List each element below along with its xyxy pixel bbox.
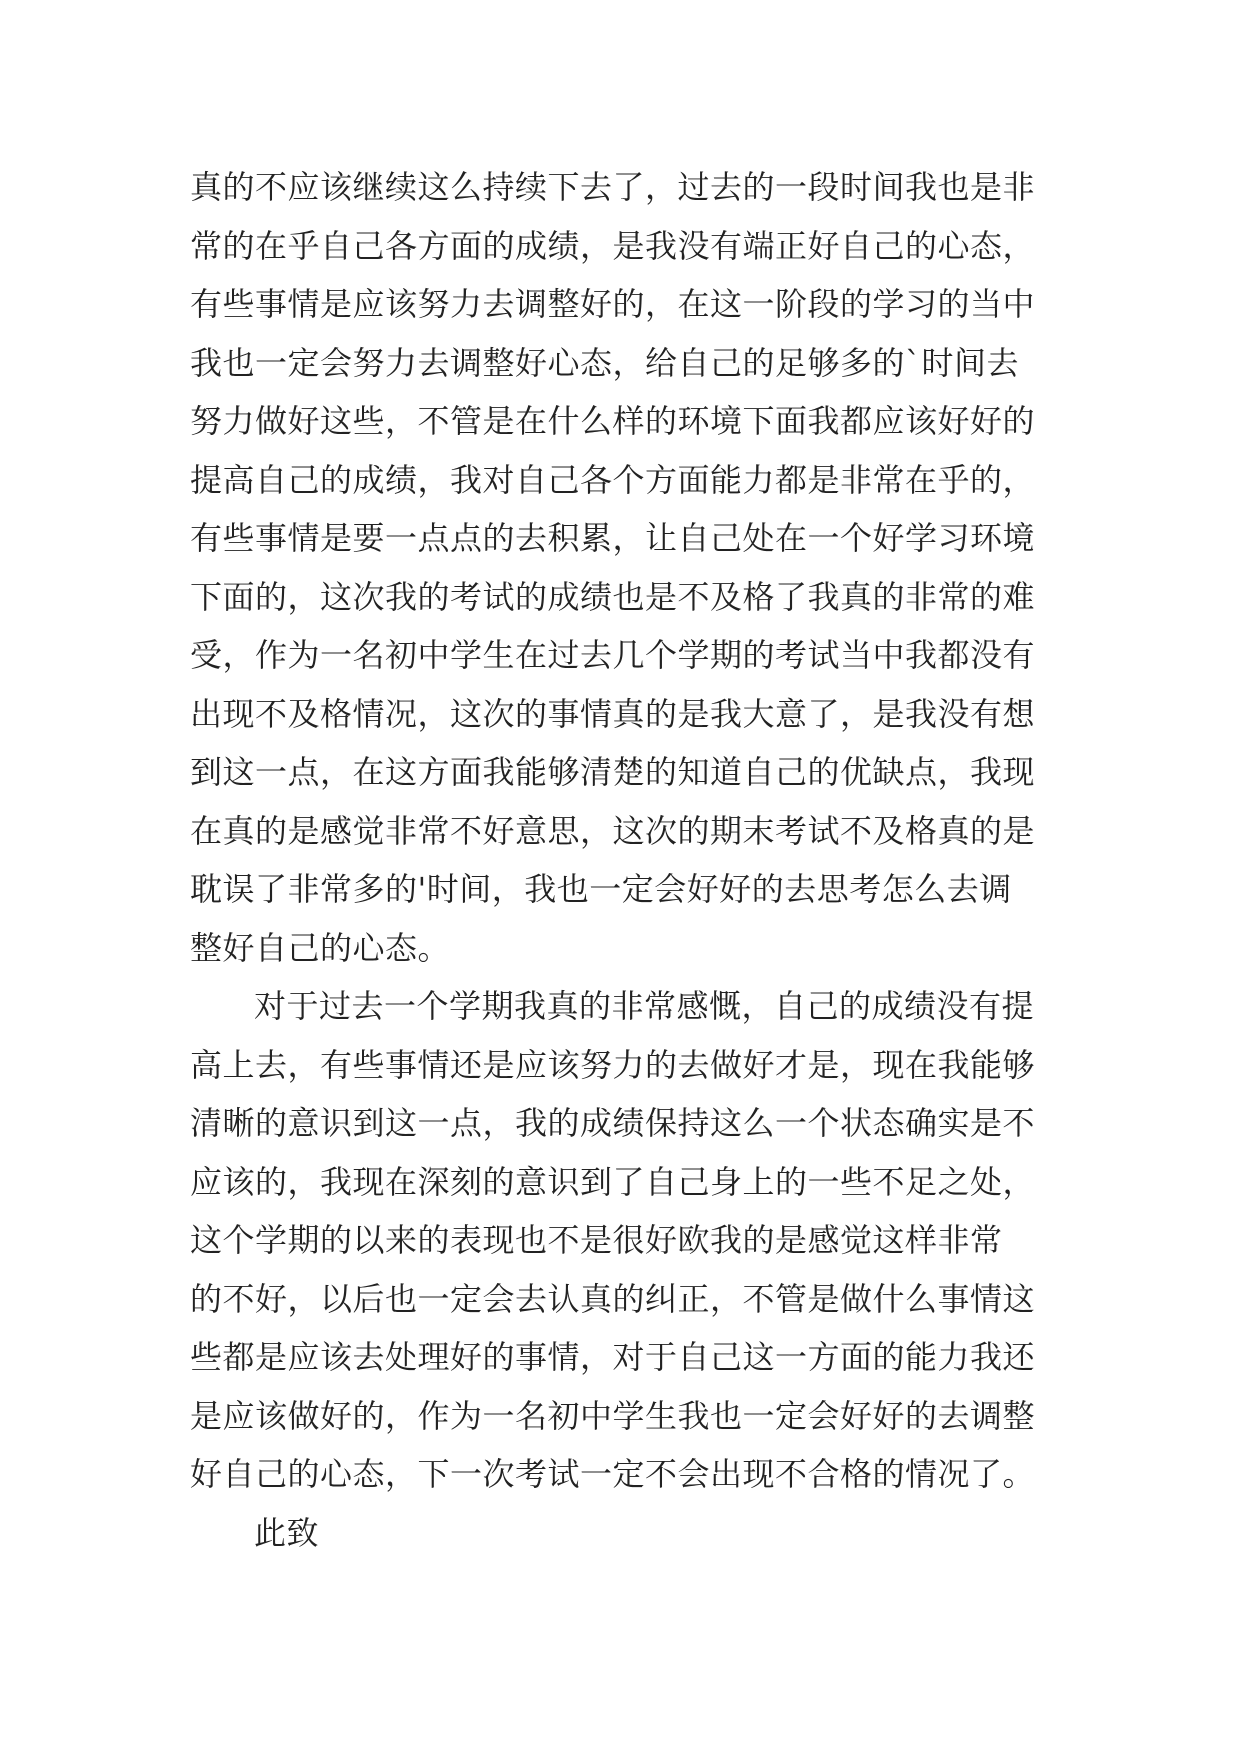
text-line: 对于过去一个学期我真的非常感慨，自己的成绩没有提 <box>254 987 1035 1025</box>
text-line: 有些事情是应该努力去调整好的，在这一阶段的学习的当中 <box>190 285 1036 323</box>
text-line: 真的不应该继续这么持续下去了，过去的一段时间我也是非 <box>190 168 1036 206</box>
document-body <box>190 158 1070 1562</box>
text-line: 常的在乎自己各方面的成绩，是我没有端正好自己的心态， <box>190 226 1036 265</box>
text-line: 好自己的心态，下一次考试一定不会出现不合格的情况了。 <box>190 1455 1036 1493</box>
text-line: 提高自己的成绩，我对自己各个方面能力都是非常在乎的， <box>190 460 1036 499</box>
text-line: 到这一点，在这方面我能够清楚的知道自己的优缺点，我现 <box>190 753 1036 791</box>
text-line: 整好自己的心态。 <box>190 928 451 967</box>
text-line: 受，作为一名初中学生在过去几个学期的考试当中我都没有 <box>190 636 1036 674</box>
text-line: 是应该做好的，作为一名初中学生我也一定会好好的去调整 <box>190 1396 1036 1435</box>
text-line: 我也一定会努力去调整好心态，给自己的足够多的`时间去 <box>190 343 1020 382</box>
text-line: 这个学期的以来的表现也不是很好欧我的是感觉这样非常 <box>190 1221 1003 1259</box>
paragraph-2 <box>190 977 1070 1504</box>
text-line: 有些事情是要一点点的去积累，让自己处在一个好学习环境 <box>190 519 1036 557</box>
text-line: 清晰的意识到这一点，我的成绩保持这么一个状态确实是不 <box>190 1104 1036 1142</box>
text-line: 在真的是感觉非常不好意思，这次的期末考试不及格真的是 <box>190 811 1036 850</box>
paragraph-1 <box>190 158 1070 977</box>
text-line: 下面的，这次我的考试的成绩也是不及格了我真的非常的难 <box>190 577 1036 616</box>
text-line: 耽误了非常多的'时间，我也一定会好好的去思考怎么去调 <box>190 870 1012 908</box>
text-line: 些都是应该去处理好的事情，对于自己这一方面的能力我还 <box>190 1338 1036 1376</box>
closing-salutation: 此致 <box>254 1513 320 1552</box>
text-line: 努力做好这些，不管是在什么样的环境下面我都应该好好的 <box>190 402 1036 440</box>
text-line: 出现不及格情况，这次的事情真的是我大意了，是我没有想 <box>190 694 1036 733</box>
text-line: 应该的，我现在深刻的意识到了自己身上的一些不足之处， <box>190 1162 1036 1201</box>
text-line: 高上去，有些事情还是应该努力的去做好才是，现在我能够 <box>190 1045 1036 1084</box>
text-line: 的不好，以后也一定会去认真的纠正，不管是做什么事情这 <box>190 1279 1036 1318</box>
